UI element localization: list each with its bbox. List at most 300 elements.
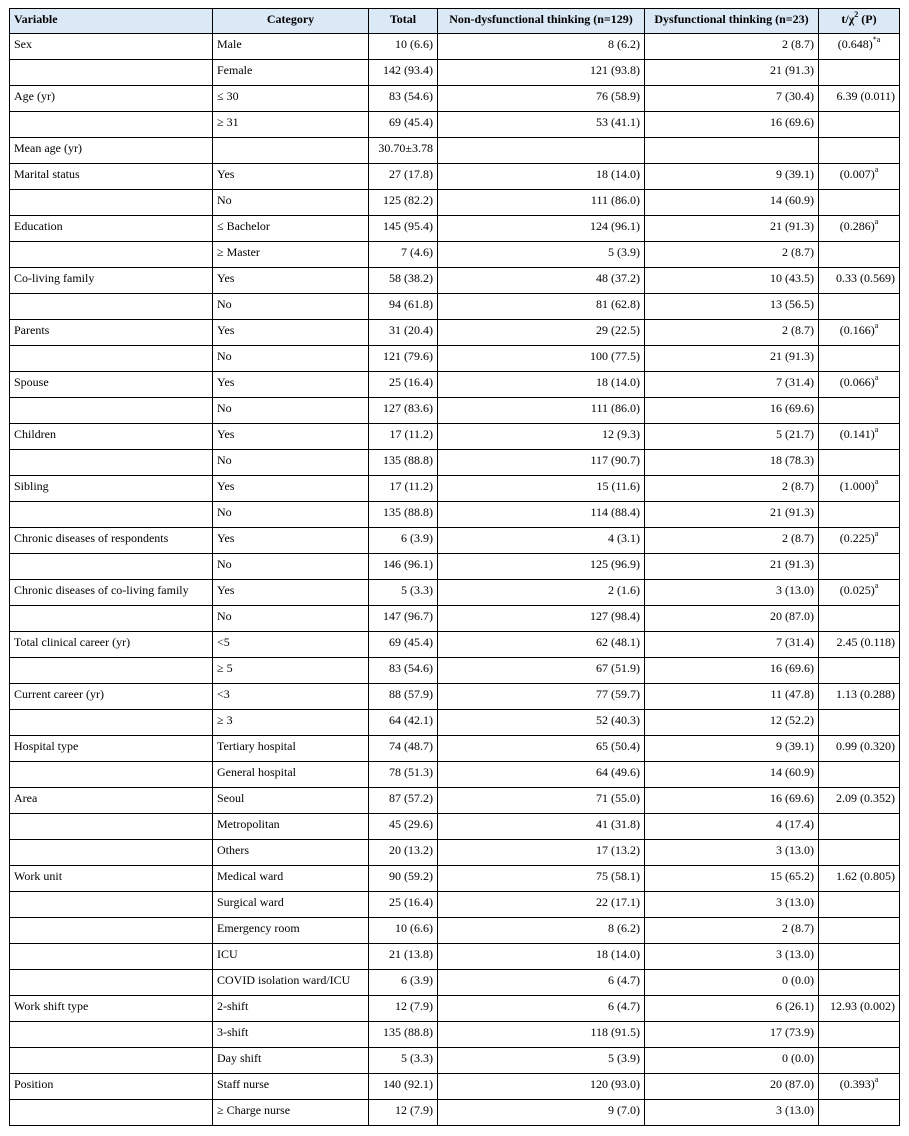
cell-statistic-value: (0.225): [839, 531, 875, 545]
cell-statistic-sup: a: [874, 321, 879, 330]
cell-variable: Hospital type: [10, 736, 213, 762]
cell-total: 142 (93.4): [369, 60, 438, 86]
cell-statistic-value: (0.286): [839, 219, 875, 233]
cell-dysfunctional: 10 (43.5): [645, 268, 819, 294]
cell-variable: [10, 346, 213, 372]
cell-total: 145 (95.4): [369, 216, 438, 242]
cell-category: ≤ 30: [213, 86, 369, 112]
cell-dysfunctional: 20 (87.0): [645, 606, 819, 632]
cell-statistic-value: 6.39 (0.011): [836, 89, 895, 103]
cell-non-dysfunctional: 62 (48.1): [438, 632, 645, 658]
cell-variable: [10, 554, 213, 580]
cell-dysfunctional: 5 (21.7): [645, 424, 819, 450]
cell-dysfunctional: 21 (91.3): [645, 502, 819, 528]
cell-statistic-value: (1.000): [839, 479, 875, 493]
cell-category: Metropolitan: [213, 814, 369, 840]
cell-non-dysfunctional: 18 (14.0): [438, 164, 645, 190]
cell-dysfunctional: 14 (60.9): [645, 762, 819, 788]
cell-dysfunctional: 3 (13.0): [645, 580, 819, 606]
table-row: [10, 242, 900, 268]
cell-non-dysfunctional: 8 (6.2): [438, 34, 645, 60]
cell-category: No: [213, 346, 369, 372]
cell-non-dysfunctional: 2 (1.6): [438, 580, 645, 606]
cell-statistic-value: 12.93 (0.002): [830, 999, 895, 1013]
cell-statistic: [819, 268, 900, 294]
cell-statistic: [819, 60, 900, 86]
table-row: [10, 476, 900, 502]
cell-category: No: [213, 606, 369, 632]
cell-statistic: [819, 190, 900, 216]
cell-category: COVID isolation ward/ICU: [213, 970, 369, 996]
cell-statistic: [819, 528, 900, 554]
cell-non-dysfunctional: 18 (14.0): [438, 372, 645, 398]
cell-non-dysfunctional: 71 (55.0): [438, 788, 645, 814]
cell-category: No: [213, 502, 369, 528]
cell-total: 125 (82.2): [369, 190, 438, 216]
cell-variable: [10, 1022, 213, 1048]
cell-category: [213, 138, 369, 164]
cell-non-dysfunctional: 65 (50.4): [438, 736, 645, 762]
cell-total: 140 (92.1): [369, 1074, 438, 1100]
cell-category: Surgical ward: [213, 892, 369, 918]
cell-total: 87 (57.2): [369, 788, 438, 814]
cell-dysfunctional: 11 (47.8): [645, 684, 819, 710]
cell-variable: [10, 242, 213, 268]
cell-statistic: [819, 1074, 900, 1100]
table-row: [10, 320, 900, 346]
cell-non-dysfunctional: 17 (13.2): [438, 840, 645, 866]
cell-non-dysfunctional: 4 (3.1): [438, 528, 645, 554]
cell-non-dysfunctional: 64 (49.6): [438, 762, 645, 788]
cell-total: 78 (51.3): [369, 762, 438, 788]
cell-total: 25 (16.4): [369, 372, 438, 398]
cell-category: Yes: [213, 372, 369, 398]
header-total: Total: [369, 9, 438, 34]
cell-statistic-value: (0.648): [837, 37, 873, 51]
table-row: [10, 346, 900, 372]
cell-total: 94 (61.8): [369, 294, 438, 320]
cell-variable: Mean age (yr): [10, 138, 213, 164]
cell-variable: [10, 606, 213, 632]
cell-dysfunctional: 3 (13.0): [645, 892, 819, 918]
table-row: [10, 424, 900, 450]
table-row: [10, 658, 900, 684]
cell-dysfunctional: 9 (39.1): [645, 164, 819, 190]
table-row: [10, 450, 900, 476]
cell-dysfunctional: 2 (8.7): [645, 476, 819, 502]
cell-category: ≤ Bachelor: [213, 216, 369, 242]
cell-dysfunctional: 14 (60.9): [645, 190, 819, 216]
table-row: [10, 684, 900, 710]
cell-category: 3-shift: [213, 1022, 369, 1048]
cell-statistic: [819, 710, 900, 736]
cell-statistic: [819, 658, 900, 684]
header-dysfunctional: Dysfunctional thinking (n=23): [645, 9, 819, 34]
table-row: [10, 892, 900, 918]
cell-statistic-value: 2.45 (0.118): [836, 635, 895, 649]
cell-category: Others: [213, 840, 369, 866]
cell-statistic: [819, 1048, 900, 1074]
cell-total: 83 (54.6): [369, 86, 438, 112]
cell-category: Staff nurse: [213, 1074, 369, 1100]
cell-statistic-value: 1.62 (0.805): [836, 869, 895, 883]
cell-dysfunctional: 21 (91.3): [645, 346, 819, 372]
cell-statistic: [819, 736, 900, 762]
cell-statistic: [819, 866, 900, 892]
cell-variable: [10, 814, 213, 840]
cell-variable: [10, 918, 213, 944]
cell-variable: [10, 762, 213, 788]
cell-category: Yes: [213, 424, 369, 450]
cell-statistic-sup: a: [874, 373, 879, 382]
table-row: [10, 138, 900, 164]
cell-variable: Parents: [10, 320, 213, 346]
cell-dysfunctional: 2 (8.7): [645, 320, 819, 346]
table-row: [10, 502, 900, 528]
cell-non-dysfunctional: 77 (59.7): [438, 684, 645, 710]
cell-dysfunctional: 9 (39.1): [645, 736, 819, 762]
cell-category: No: [213, 190, 369, 216]
cell-total: 135 (88.8): [369, 502, 438, 528]
cell-statistic-value: 0.99 (0.320): [836, 739, 895, 753]
cell-category: No: [213, 398, 369, 424]
cell-statistic: [819, 450, 900, 476]
cell-statistic: [819, 372, 900, 398]
cell-dysfunctional: 21 (91.3): [645, 216, 819, 242]
cell-total: 10 (6.6): [369, 918, 438, 944]
cell-total: 69 (45.4): [369, 632, 438, 658]
cell-statistic-value: (0.166): [839, 323, 875, 337]
cell-total: 10 (6.6): [369, 34, 438, 60]
cell-dysfunctional: 17 (73.9): [645, 1022, 819, 1048]
cell-statistic-sup: a: [874, 581, 879, 590]
cell-total: 45 (29.6): [369, 814, 438, 840]
cell-category: ICU: [213, 944, 369, 970]
header-non-dysfunctional: Non-dysfunctional thinking (n=129): [438, 9, 645, 34]
cell-total: 6 (3.9): [369, 970, 438, 996]
cell-total: 17 (11.2): [369, 476, 438, 502]
table-row: [10, 788, 900, 814]
table-row: [10, 398, 900, 424]
header-variable: Variable: [10, 9, 213, 34]
table-header: [10, 9, 900, 34]
cell-statistic: [819, 580, 900, 606]
table-row: [10, 762, 900, 788]
cell-statistic: [819, 294, 900, 320]
cell-non-dysfunctional: 75 (58.1): [438, 866, 645, 892]
cell-category: Yes: [213, 476, 369, 502]
table-row: [10, 294, 900, 320]
cell-statistic: [819, 346, 900, 372]
cell-total: 12 (7.9): [369, 1100, 438, 1126]
table-row: [10, 86, 900, 112]
table-row: [10, 372, 900, 398]
table-row: [10, 268, 900, 294]
table-container: [9, 8, 900, 1126]
cell-statistic: [819, 606, 900, 632]
cell-non-dysfunctional: 121 (93.8): [438, 60, 645, 86]
cell-statistic: [819, 112, 900, 138]
cell-variable: [10, 60, 213, 86]
cell-statistic-value: (0.066): [839, 375, 875, 389]
cell-non-dysfunctional: 5 (3.9): [438, 242, 645, 268]
cell-variable: [10, 970, 213, 996]
cell-variable: [10, 450, 213, 476]
cell-variable: [10, 112, 213, 138]
cell-statistic: [819, 476, 900, 502]
cell-total: 135 (88.8): [369, 450, 438, 476]
cell-variable: [10, 658, 213, 684]
cell-dysfunctional: 16 (69.6): [645, 398, 819, 424]
cell-statistic-sup: a: [874, 217, 879, 226]
cell-category: ≥ 5: [213, 658, 369, 684]
table-row: [10, 632, 900, 658]
cell-non-dysfunctional: 52 (40.3): [438, 710, 645, 736]
table-row: [10, 918, 900, 944]
cell-statistic: [819, 970, 900, 996]
cell-dysfunctional: 2 (8.7): [645, 242, 819, 268]
cell-total: 20 (13.2): [369, 840, 438, 866]
cell-non-dysfunctional: 12 (9.3): [438, 424, 645, 450]
cell-non-dysfunctional: 6 (4.7): [438, 996, 645, 1022]
table-row: [10, 814, 900, 840]
table-row: [10, 1022, 900, 1048]
cell-non-dysfunctional: 8 (6.2): [438, 918, 645, 944]
table-row: [10, 1074, 900, 1100]
cell-dysfunctional: 4 (17.4): [645, 814, 819, 840]
cell-non-dysfunctional: [438, 138, 645, 164]
cell-category: Day shift: [213, 1048, 369, 1074]
table-row: [10, 710, 900, 736]
cell-total: 6 (3.9): [369, 528, 438, 554]
table-row: [10, 164, 900, 190]
cell-dysfunctional: 16 (69.6): [645, 658, 819, 684]
cell-dysfunctional: [645, 138, 819, 164]
cell-total: 27 (17.8): [369, 164, 438, 190]
cell-category: 2-shift: [213, 996, 369, 1022]
cell-category: Yes: [213, 164, 369, 190]
cell-category: ≥ Charge nurse: [213, 1100, 369, 1126]
cell-statistic: [819, 216, 900, 242]
table-body: [10, 34, 900, 1126]
cell-variable: Current career (yr): [10, 684, 213, 710]
cell-dysfunctional: 16 (69.6): [645, 788, 819, 814]
cell-variable: [10, 710, 213, 736]
cell-statistic: [819, 684, 900, 710]
cell-statistic: [819, 86, 900, 112]
cell-statistic: [819, 554, 900, 580]
cell-statistic: [819, 320, 900, 346]
cell-category: ≥ 31: [213, 112, 369, 138]
cell-dysfunctional: 15 (65.2): [645, 866, 819, 892]
cell-statistic: [819, 164, 900, 190]
cell-variable: [10, 944, 213, 970]
cell-statistic-value: (0.141): [839, 427, 875, 441]
cell-non-dysfunctional: 41 (31.8): [438, 814, 645, 840]
cell-total: 127 (83.6): [369, 398, 438, 424]
cell-non-dysfunctional: 67 (51.9): [438, 658, 645, 684]
cell-non-dysfunctional: 100 (77.5): [438, 346, 645, 372]
cell-category: Female: [213, 60, 369, 86]
cell-variable: [10, 892, 213, 918]
cell-dysfunctional: 3 (13.0): [645, 840, 819, 866]
cell-dysfunctional: 12 (52.2): [645, 710, 819, 736]
cell-statistic-sup: *a: [872, 35, 881, 44]
cell-variable: Position: [10, 1074, 213, 1100]
cell-statistic: [819, 398, 900, 424]
cell-total: 5 (3.3): [369, 1048, 438, 1074]
header-statistic-p: (P): [858, 12, 877, 26]
cell-variable: Spouse: [10, 372, 213, 398]
table-row: [10, 1048, 900, 1074]
cell-statistic: [819, 34, 900, 60]
cell-variable: Marital status: [10, 164, 213, 190]
cell-variable: Chronic diseases of respondents: [10, 528, 213, 554]
table-row: [10, 840, 900, 866]
cell-non-dysfunctional: 5 (3.9): [438, 1048, 645, 1074]
cell-total: 58 (38.2): [369, 268, 438, 294]
cell-statistic-value: (0.025): [839, 583, 875, 597]
cell-dysfunctional: 2 (8.7): [645, 918, 819, 944]
cell-statistic: [819, 1022, 900, 1048]
cell-non-dysfunctional: 124 (96.1): [438, 216, 645, 242]
cell-non-dysfunctional: 76 (58.9): [438, 86, 645, 112]
cell-category: No: [213, 450, 369, 476]
table-row: [10, 606, 900, 632]
cell-dysfunctional: 21 (91.3): [645, 554, 819, 580]
cell-dysfunctional: 21 (91.3): [645, 60, 819, 86]
cell-category: Tertiary hospital: [213, 736, 369, 762]
table-row: [10, 190, 900, 216]
cell-non-dysfunctional: 29 (22.5): [438, 320, 645, 346]
table-row: [10, 580, 900, 606]
cell-non-dysfunctional: 125 (96.9): [438, 554, 645, 580]
cell-non-dysfunctional: 53 (41.1): [438, 112, 645, 138]
cell-variable: Sex: [10, 34, 213, 60]
cell-statistic-sup: a: [874, 165, 879, 174]
cell-statistic: [819, 762, 900, 788]
cell-category: Medical ward: [213, 866, 369, 892]
cell-category: Emergency room: [213, 918, 369, 944]
cell-statistic: [819, 632, 900, 658]
header-statistic-label: t/χ: [841, 12, 855, 26]
cell-non-dysfunctional: 117 (90.7): [438, 450, 645, 476]
cell-category: Yes: [213, 580, 369, 606]
cell-category: Yes: [213, 268, 369, 294]
table-row: [10, 528, 900, 554]
cell-variable: Area: [10, 788, 213, 814]
cell-category: No: [213, 554, 369, 580]
cell-variable: [10, 502, 213, 528]
table-row: [10, 34, 900, 60]
cell-variable: Work shift type: [10, 996, 213, 1022]
header-category: Category: [213, 9, 369, 34]
cell-statistic: [819, 892, 900, 918]
table-row: [10, 970, 900, 996]
cell-total: 83 (54.6): [369, 658, 438, 684]
cell-category: Yes: [213, 528, 369, 554]
cell-dysfunctional: 20 (87.0): [645, 1074, 819, 1100]
header-statistic-sup: 2: [854, 10, 859, 19]
cell-statistic-value: 1.13 (0.288): [836, 687, 895, 701]
cell-non-dysfunctional: 127 (98.4): [438, 606, 645, 632]
header-statistic: [819, 9, 900, 34]
cell-statistic-value: (0.007): [839, 167, 875, 181]
cell-non-dysfunctional: 48 (37.2): [438, 268, 645, 294]
cell-dysfunctional: 7 (31.4): [645, 632, 819, 658]
cell-non-dysfunctional: 111 (86.0): [438, 398, 645, 424]
cell-variable: Children: [10, 424, 213, 450]
cell-statistic-sup: a: [874, 477, 879, 486]
cell-category: <5: [213, 632, 369, 658]
cell-statistic-value: 2.09 (0.352): [836, 791, 895, 805]
cell-total: 31 (20.4): [369, 320, 438, 346]
cell-dysfunctional: 7 (30.4): [645, 86, 819, 112]
cell-category: No: [213, 294, 369, 320]
cell-dysfunctional: 2 (8.7): [645, 34, 819, 60]
cell-statistic: [819, 1100, 900, 1126]
cell-dysfunctional: 16 (69.6): [645, 112, 819, 138]
cell-total: 5 (3.3): [369, 580, 438, 606]
table-row: [10, 60, 900, 86]
cell-statistic-sup: a: [874, 425, 879, 434]
cell-variable: [10, 294, 213, 320]
cell-statistic: [819, 996, 900, 1022]
cell-statistic: [819, 424, 900, 450]
cell-statistic-sup: a: [874, 529, 879, 538]
cell-non-dysfunctional: 15 (11.6): [438, 476, 645, 502]
cell-statistic: [819, 814, 900, 840]
cell-variable: Co-living family: [10, 268, 213, 294]
cell-dysfunctional: 3 (13.0): [645, 1100, 819, 1126]
cell-variable: [10, 1100, 213, 1126]
cell-non-dysfunctional: 81 (62.8): [438, 294, 645, 320]
cell-dysfunctional: 3 (13.0): [645, 944, 819, 970]
table-row: [10, 944, 900, 970]
cell-statistic-value: 0.33 (0.569): [836, 271, 895, 285]
cell-category: Seoul: [213, 788, 369, 814]
cell-non-dysfunctional: 18 (14.0): [438, 944, 645, 970]
cell-total: 30.70±3.78: [369, 138, 438, 164]
cell-non-dysfunctional: 120 (93.0): [438, 1074, 645, 1100]
cell-non-dysfunctional: 118 (91.5): [438, 1022, 645, 1048]
cell-variable: [10, 1048, 213, 1074]
cell-total: 7 (4.6): [369, 242, 438, 268]
cell-non-dysfunctional: 9 (7.0): [438, 1100, 645, 1126]
cell-category: Male: [213, 34, 369, 60]
cell-variable: Age (yr): [10, 86, 213, 112]
cell-total: 69 (45.4): [369, 112, 438, 138]
cell-variable: [10, 398, 213, 424]
cell-variable: Work unit: [10, 866, 213, 892]
cell-total: 146 (96.1): [369, 554, 438, 580]
cell-statistic-value: (0.393): [839, 1077, 875, 1091]
cell-total: 12 (7.9): [369, 996, 438, 1022]
cell-statistic: [819, 840, 900, 866]
cell-dysfunctional: 18 (78.3): [645, 450, 819, 476]
cell-total: 135 (88.8): [369, 1022, 438, 1048]
cell-dysfunctional: 0 (0.0): [645, 970, 819, 996]
cell-statistic-sup: a: [874, 1075, 879, 1084]
cell-category: ≥ Master: [213, 242, 369, 268]
cell-dysfunctional: 7 (31.4): [645, 372, 819, 398]
cell-statistic: [819, 944, 900, 970]
cell-statistic: [819, 138, 900, 164]
cell-total: 21 (13.8): [369, 944, 438, 970]
cell-non-dysfunctional: 111 (86.0): [438, 190, 645, 216]
table-row: [10, 554, 900, 580]
cell-statistic: [819, 788, 900, 814]
